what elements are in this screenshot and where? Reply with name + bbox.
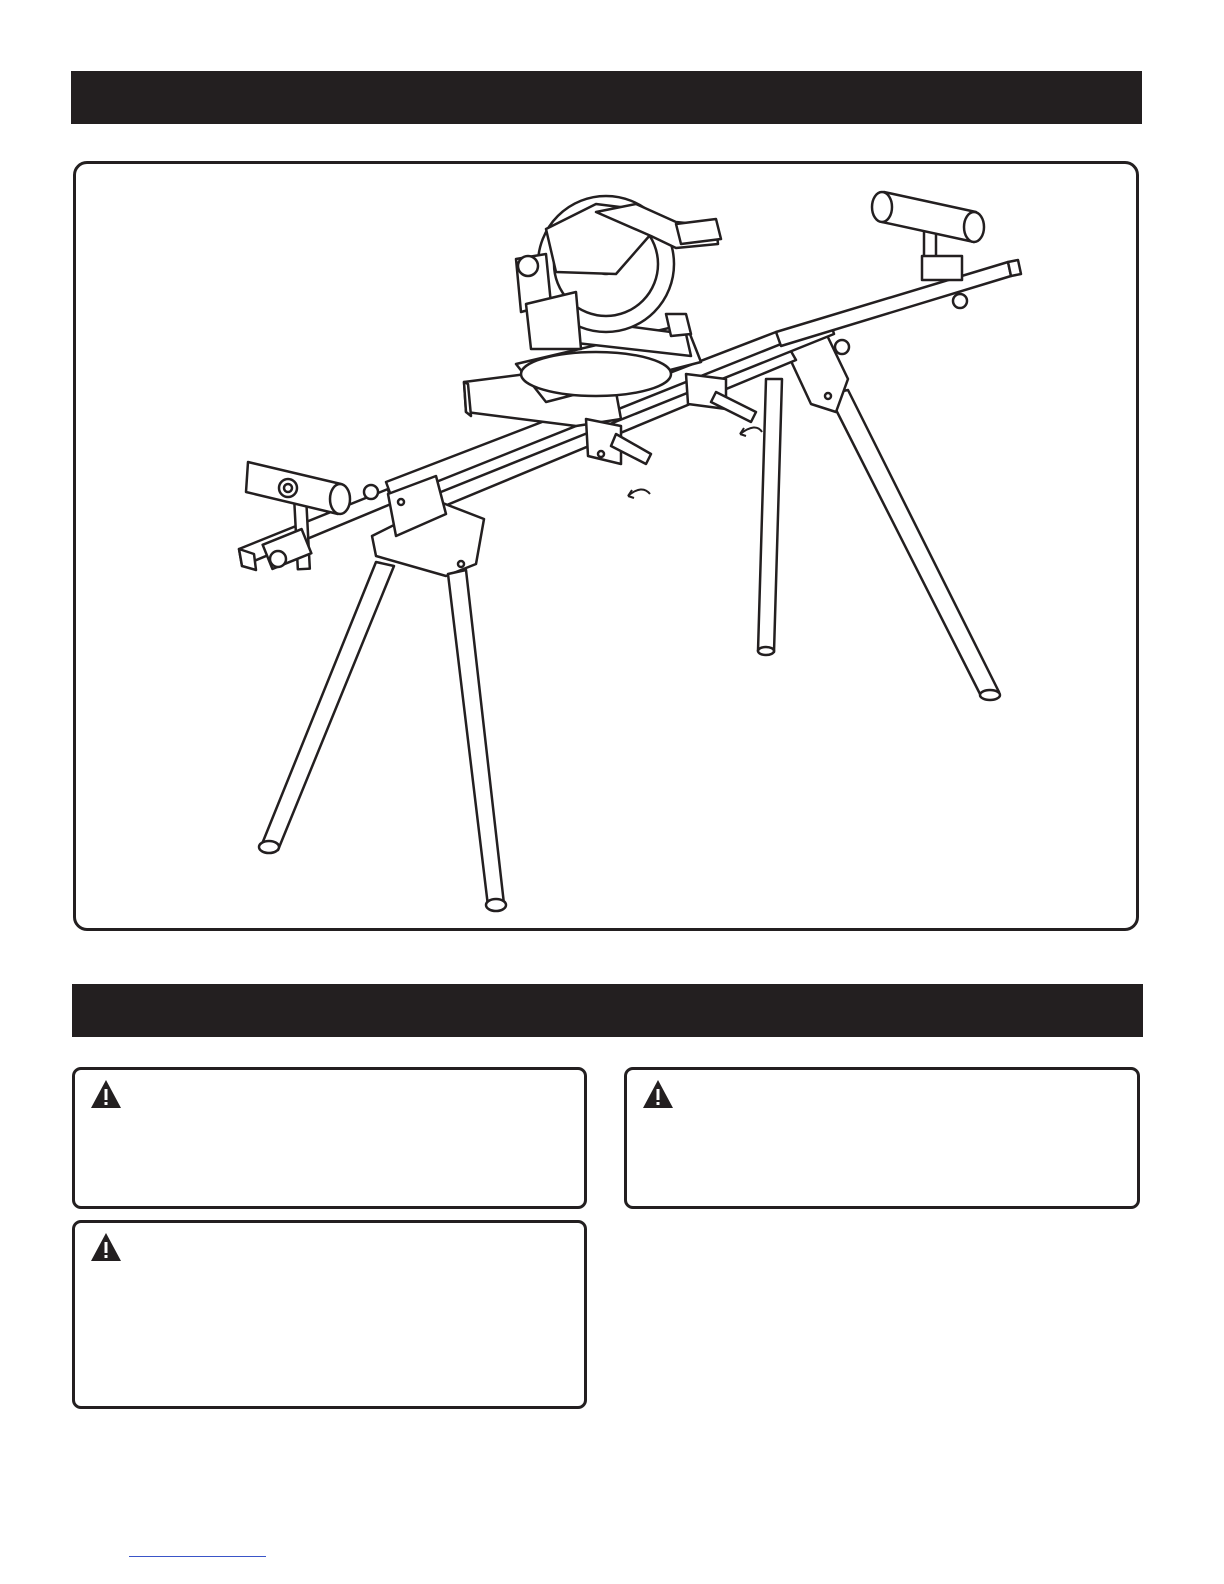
warning-triangle-icon	[89, 1078, 123, 1110]
warning-triangle-icon	[641, 1078, 675, 1110]
warning-box-1	[72, 1067, 587, 1209]
warning-triangle-icon	[89, 1231, 123, 1263]
warning-box-2	[624, 1067, 1140, 1209]
section-header-mid	[72, 984, 1143, 1037]
section-header-top	[71, 71, 1142, 124]
miter-saw-stand-illustration	[76, 164, 1139, 931]
figure-panel	[73, 161, 1139, 931]
footer-link-underline[interactable]	[129, 1556, 266, 1557]
warning-box-3	[72, 1220, 587, 1409]
